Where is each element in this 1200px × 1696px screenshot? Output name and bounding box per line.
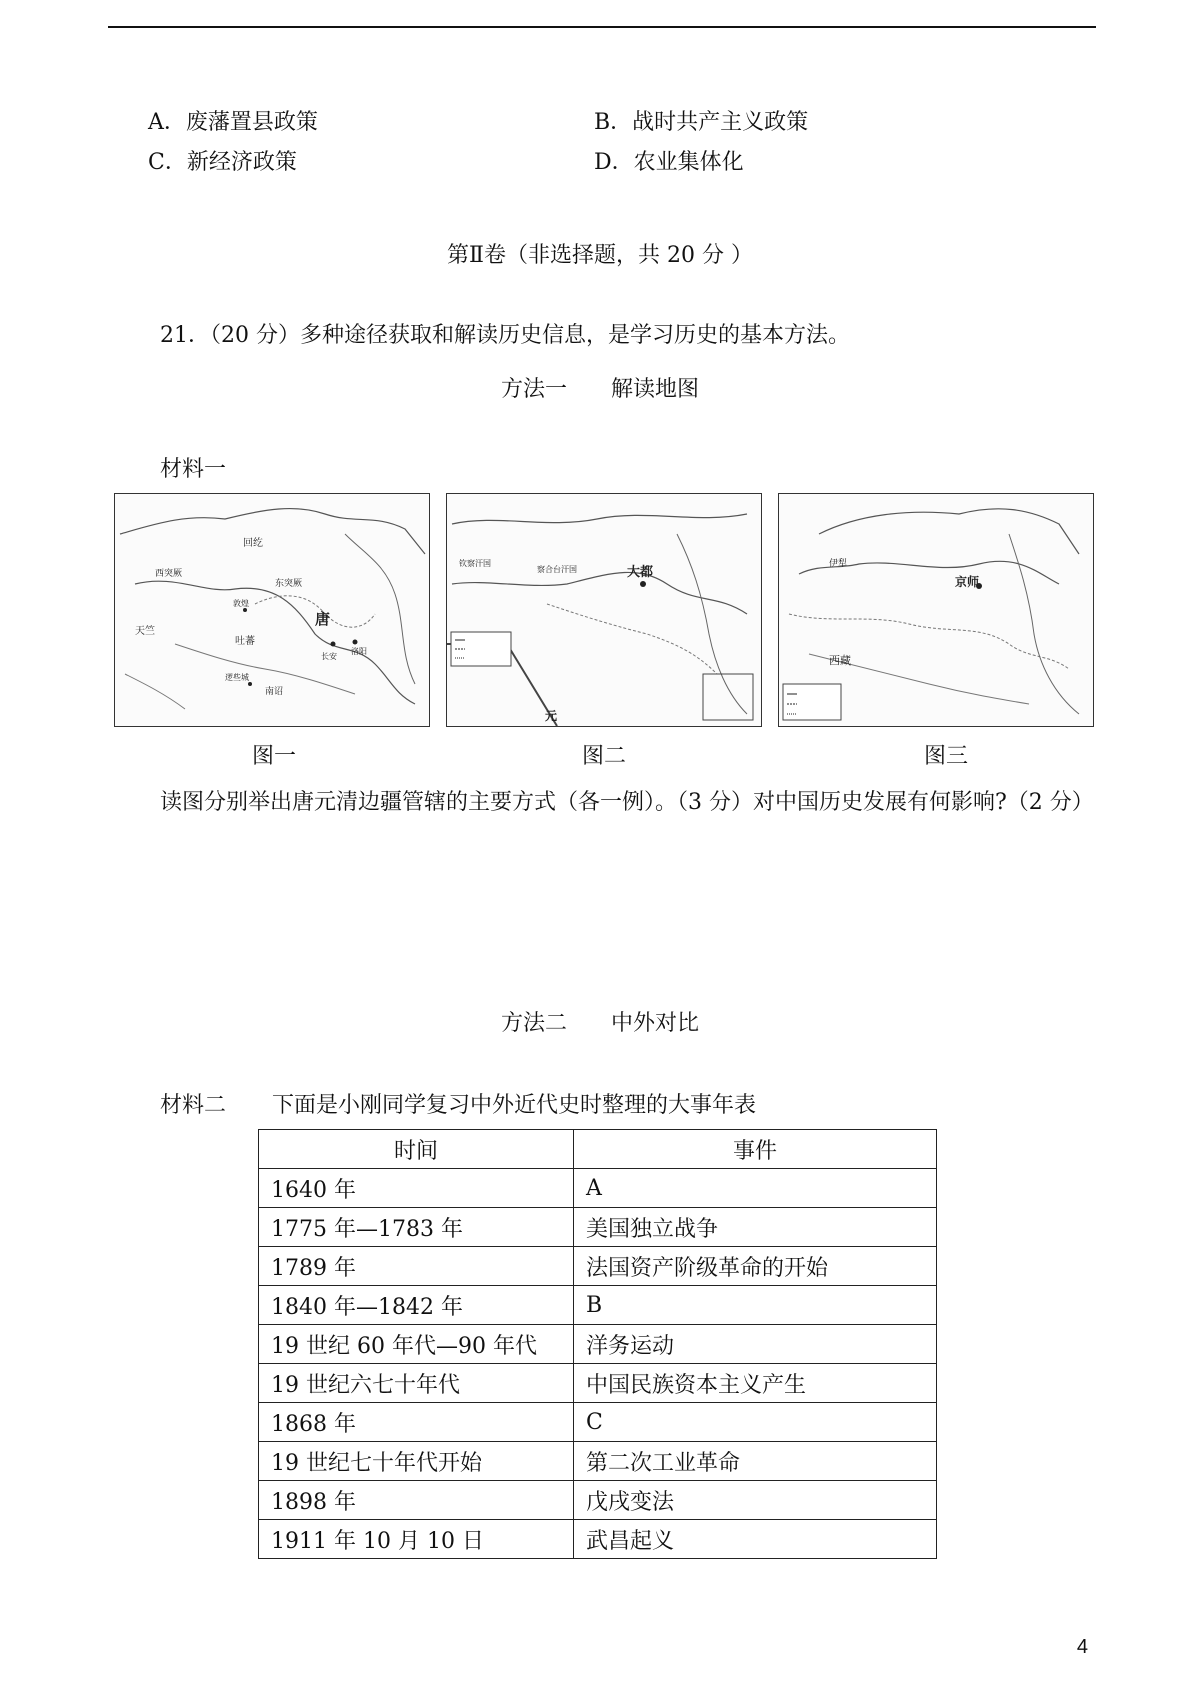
map1-label-tianzhu: 天竺 xyxy=(135,626,155,637)
map-yuan-image xyxy=(447,494,761,726)
map2-label-chagatai: 察合台汗国 xyxy=(537,565,577,574)
map1-label-huihe: 回纥 xyxy=(243,538,263,549)
header-rule xyxy=(108,26,1096,28)
map1-label-western-turks: 西突厥 xyxy=(155,569,183,579)
table-row xyxy=(259,1520,937,1559)
table-cell-time: 1898 年 xyxy=(259,1481,574,1520)
table-cell-event: 洋务运动 xyxy=(574,1325,937,1364)
table-cell-event: 美国独立战争 xyxy=(574,1208,937,1247)
map1-label-eastern-turks: 东突厥 xyxy=(275,579,303,589)
table-row xyxy=(259,1442,937,1481)
table-header-event: 事件 xyxy=(574,1130,937,1169)
table-row xyxy=(259,1364,937,1403)
table-row xyxy=(259,1169,937,1208)
map-caption-1: 图一 xyxy=(251,744,296,769)
table-cell-event: 法国资产阶级革命的开始 xyxy=(574,1247,937,1286)
map-caption-2: 图二 xyxy=(581,744,626,769)
table-cell-event: 中国民族资本主义产生 xyxy=(574,1364,937,1403)
table-row xyxy=(259,1403,937,1442)
option-b: B．战时共产主义政策 xyxy=(594,110,809,135)
map1-label-tang: 唐 xyxy=(315,610,331,628)
map-tang-image xyxy=(115,494,429,726)
material-one-label: 材料一 xyxy=(160,457,227,482)
table-header-row xyxy=(259,1130,937,1169)
map3-label-jingshi: 京师 xyxy=(955,575,980,589)
table-cell-time: 1840 年—1842 年 xyxy=(259,1286,574,1325)
table-header-time: 时间 xyxy=(259,1130,574,1169)
map3-label-yili: 伊犁 xyxy=(829,559,848,569)
table-cell-time: 1911 年 10 月 10 日 xyxy=(259,1520,574,1559)
material-two-text: 下面是小刚同学复习中外近代史时整理的大事年表 xyxy=(272,1093,757,1118)
map1-label-dunhuang: 敦煌 xyxy=(233,599,249,608)
map-tang xyxy=(114,493,430,727)
map-qing xyxy=(778,493,1094,727)
page-number: 4 xyxy=(1076,1636,1088,1658)
material-two xyxy=(160,1091,756,1121)
map-caption-3: 图三 xyxy=(923,744,968,769)
table-row xyxy=(259,1286,937,1325)
table-cell-event: 第二次工业革命 xyxy=(574,1442,937,1481)
table-cell-event: B xyxy=(574,1286,937,1325)
map-yuan xyxy=(446,493,762,727)
map-qing-image xyxy=(779,494,1093,726)
map1-label-changan: 长安 xyxy=(321,652,337,661)
table-cell-time: 19 世纪六七十年代 xyxy=(259,1364,574,1403)
map1-label-nanzhao: 南诏 xyxy=(265,687,284,697)
table-cell-time: 1868 年 xyxy=(259,1403,574,1442)
map-question: 读图分别举出唐元清边疆管辖的主要方式（各一例）。（3 分）对中国历史发展有何影响?（2 分） xyxy=(160,790,1094,815)
table-cell-time: 1789 年 xyxy=(259,1247,574,1286)
map2-label-kipchak: 钦察汗国 xyxy=(459,559,491,568)
section-title: 第Ⅱ卷（非选择题，共 20 分 ） xyxy=(447,243,753,268)
table-cell-time: 19 世纪七十年代开始 xyxy=(259,1442,574,1481)
map1-label-luoyang: 洛阳 xyxy=(351,647,367,656)
table-row xyxy=(259,1481,937,1520)
table-cell-event: C xyxy=(574,1403,937,1442)
option-a: A．废藩置县政策 xyxy=(148,110,318,135)
table-cell-time: 19 世纪 60 年代—90 年代 xyxy=(259,1325,574,1364)
map3-label-xizang: 西藏 xyxy=(829,654,851,667)
method-two-title: 方法二 中外对比 xyxy=(500,1011,699,1036)
map2-label-dadu: 大都 xyxy=(627,565,654,580)
method-one-title: 方法一 解读地图 xyxy=(500,377,699,402)
table-cell-time: 1775 年—1783 年 xyxy=(259,1208,574,1247)
option-d: D．农业集体化 xyxy=(594,150,744,175)
table-cell-event: A xyxy=(574,1169,937,1208)
table-cell-time: 1640 年 xyxy=(259,1169,574,1208)
table-cell-event: 戊戌变法 xyxy=(574,1481,937,1520)
table-cell-event: 武昌起义 xyxy=(574,1520,937,1559)
option-c: C．新经济政策 xyxy=(148,150,297,175)
map1-label-luoxie: 逻些城 xyxy=(225,673,249,682)
events-table xyxy=(258,1129,937,1559)
table-row xyxy=(259,1325,937,1364)
map1-label-tubo: 吐蕃 xyxy=(235,636,255,647)
table-row xyxy=(259,1247,937,1286)
table-row xyxy=(259,1208,937,1247)
map2-label-yuan: 元 xyxy=(545,709,558,723)
material-two-label: 材料二 xyxy=(160,1093,227,1118)
question-21: 21．（20 分）多种途径获取和解读历史信息，是学习历史的基本方法。 xyxy=(160,323,850,348)
